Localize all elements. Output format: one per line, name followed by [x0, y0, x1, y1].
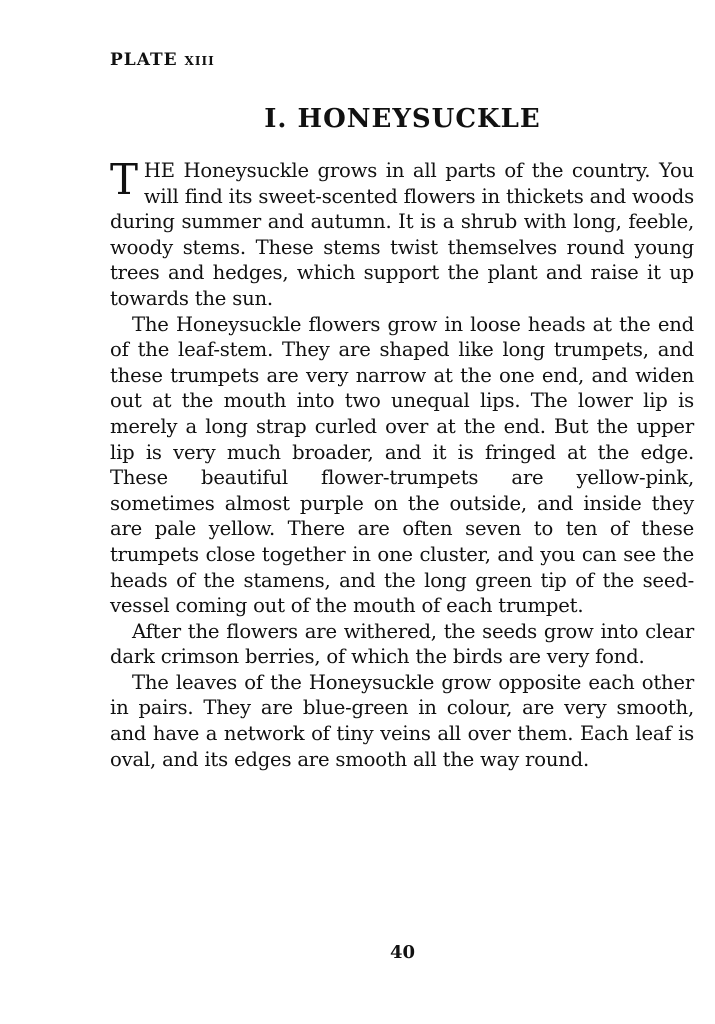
plate-word: PLATE	[110, 50, 178, 70]
plate-label	[110, 50, 215, 70]
paragraph-2: The Honeysuckle flowers grow in loose heads at the end of the leaf-stem. They are shaped like long trumpets, and these trumpets are very narrow at the one end, and widen out at the mouth into two unequal lips. The lower lip is merely a long strap curled over at the end. But the upper lip is very much broader, and it is fringed at the edge. These beautiful flower-trumpets are yellow-pink, sometimes almost purple on the outside, and inside they are pale yellow. There are often seven to ten of these trumpets close together in one cluster, and you can see the heads of the stamens, and the long green tip of the seed-vessel coming out of the mouth of each trumpet.	[110, 312, 694, 618]
paragraph-1-text: HE Honeysuckle grows in all parts of the country. You will find its sweet-scented flowers in thickets and woods during summer and autumn. It is a shrub with long, feeble, woody stems. These stems twist themselves round young trees and hedges, which support the plant and raise it up towards the sun.	[110, 159, 694, 310]
drop-cap: T	[110, 155, 138, 204]
paragraph-3: After the flowers are withered, the seeds grow into clear dark crimson berries, of which the birds are very fond.	[110, 619, 694, 669]
page-title: I. HONEYSUCKLE	[264, 104, 541, 134]
paragraph-1	[110, 155, 694, 312]
paragraph-4: The leaves of the Honeysuckle grow opposite each other in pairs. They are blue-green in colour, are very smooth, and have a network of tiny veins all over them. Each leaf is oval, and its edges are smooth all the way round.	[110, 670, 694, 771]
page-number: 40	[389, 942, 416, 963]
plate-number: xiii	[184, 50, 215, 70]
body-text	[110, 155, 694, 772]
